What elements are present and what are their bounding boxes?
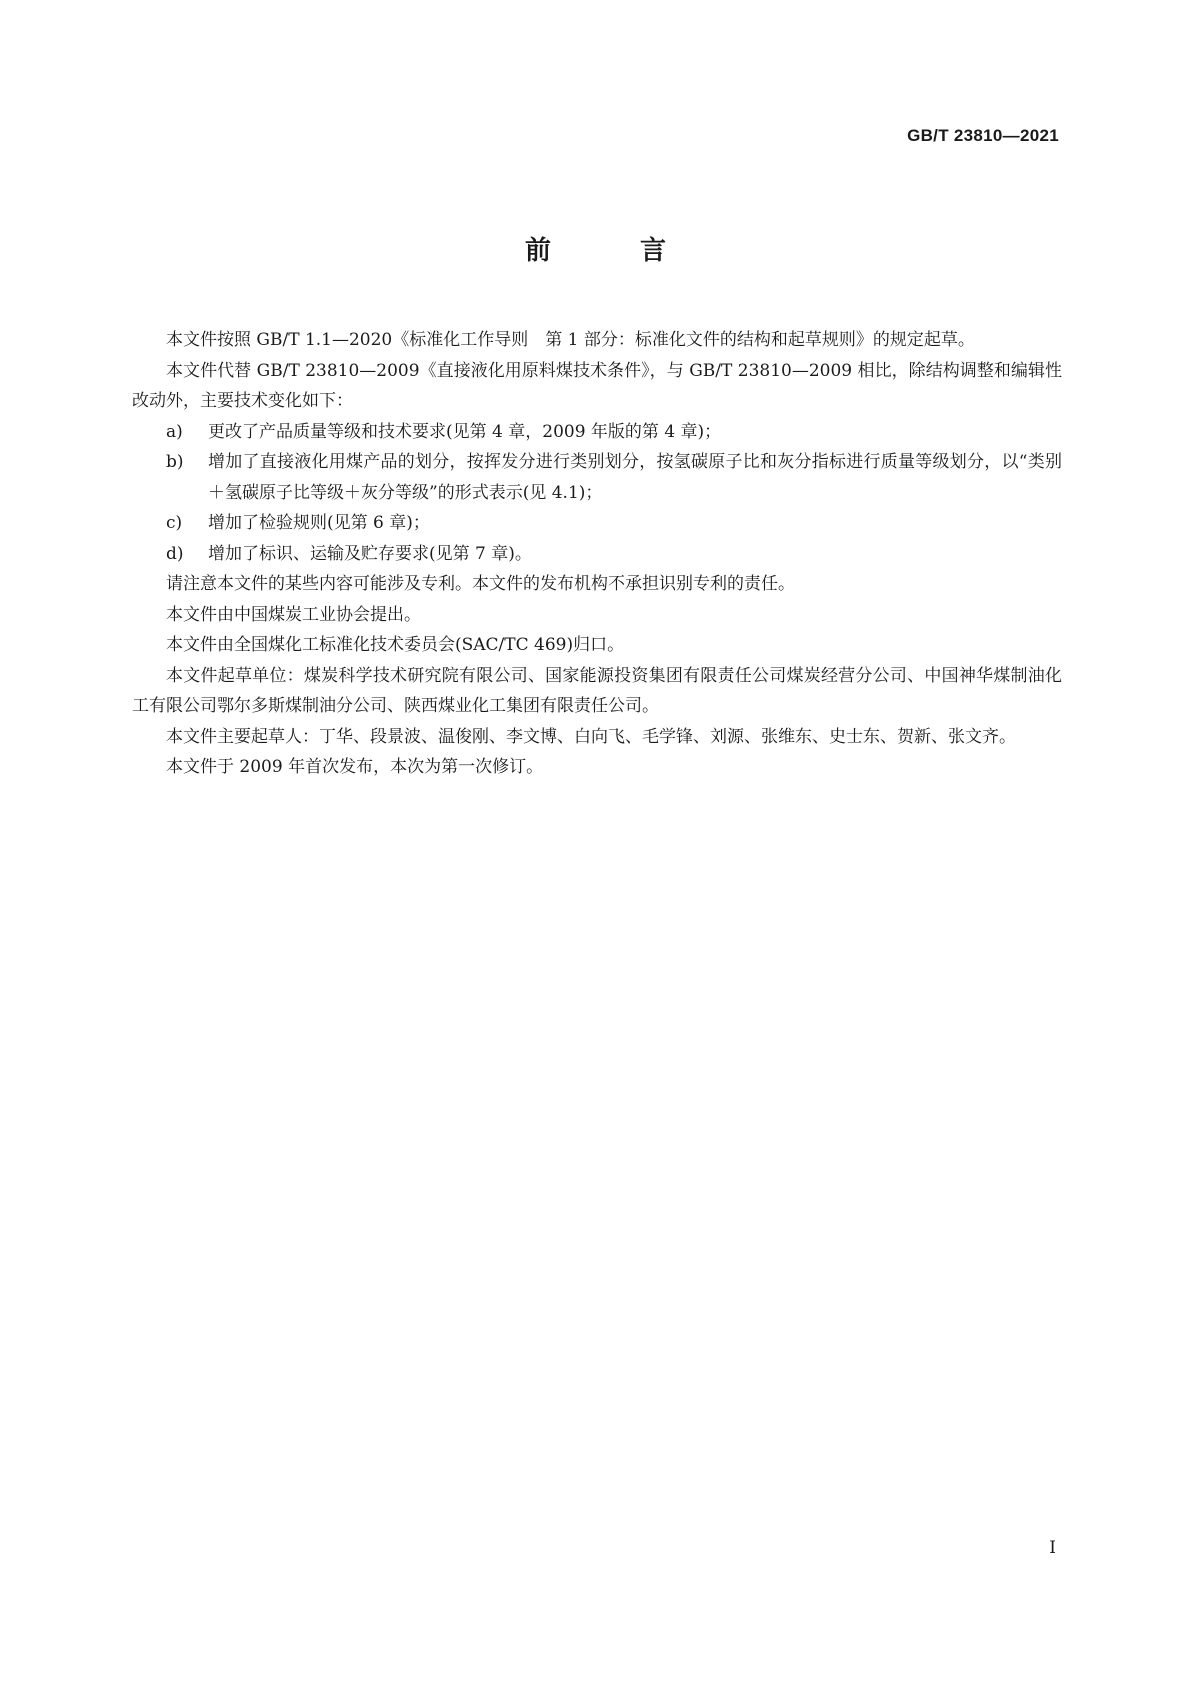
list-marker: c): [166, 513, 183, 533]
paragraph-replacement: 本文件代替 GB/T 23810—2009《直接液化用原料煤技术条件》，与 GB/T 23810—2009 相比，除结构调整和编辑性改动外，主要技术变化如下：: [132, 360, 1062, 411]
list-item-text: 增加了标识、运输及贮存要求(见第 7 章)。: [208, 543, 532, 564]
standard-number: GB/T 23810—2021: [907, 126, 1059, 145]
paragraph-publication-history: 本文件于 2009 年首次发布，本次为第一次修订。: [166, 757, 544, 777]
foreword-body: [132, 325, 1062, 783]
change-item-a: [132, 417, 1062, 448]
change-item-b: [132, 447, 1062, 508]
list-marker: b): [166, 452, 184, 472]
paragraph-drafting-rules: 本文件按照 GB/T 1.1—2020《标准化工作导则 第 1 部分：标准化文件的结构和起草规则》的规定起草。: [166, 330, 975, 350]
change-item-d: [132, 539, 1062, 570]
list-item-text: 增加了直接液化用煤产品的划分，按挥发分进行类别划分，按氢碳原子比和灰分指标进行质量等级划分，以“类别＋氢碳原子比等级＋灰分等级”的形式表示(见 4.1)；: [208, 452, 1062, 503]
paragraph-drafters: 本文件主要起草人：丁华、段景波、温俊刚、李文博、白向飞、毛学锋、刘源、张维东、史士东、贺新、张文齐。: [166, 726, 1016, 747]
list-marker: a): [166, 421, 183, 442]
change-item-c: [132, 508, 1062, 539]
list-item-text: 增加了检验规则(见第 6 章)；: [208, 513, 430, 533]
paragraph-proposer: 本文件由中国煤炭工业协会提出。: [166, 604, 421, 625]
paragraph-drafting-units: 本文件起草单位：煤炭科学技术研究院有限公司、国家能源投资集团有限责任公司煤炭经营分公司、中国神华煤制油化工有限公司鄂尔多斯煤制油分公司、陕西煤业化工集团有限责任公司。: [132, 665, 1062, 716]
paragraph-committee: 本文件由全国煤化工标准化技术委员会(SAC/TC 469)归口。: [166, 635, 625, 655]
page-number: I: [1049, 1538, 1056, 1558]
list-marker: d): [166, 543, 184, 564]
page-title: 前 言: [524, 236, 707, 266]
list-item-text: 更改了产品质量等级和技术要求(见第 4 章，2009 年版的第 4 章)；: [208, 421, 722, 442]
paragraph-patent-notice: 请注意本文件的某些内容可能涉及专利。本文件的发布机构不承担识别专利的责任。: [166, 574, 795, 594]
